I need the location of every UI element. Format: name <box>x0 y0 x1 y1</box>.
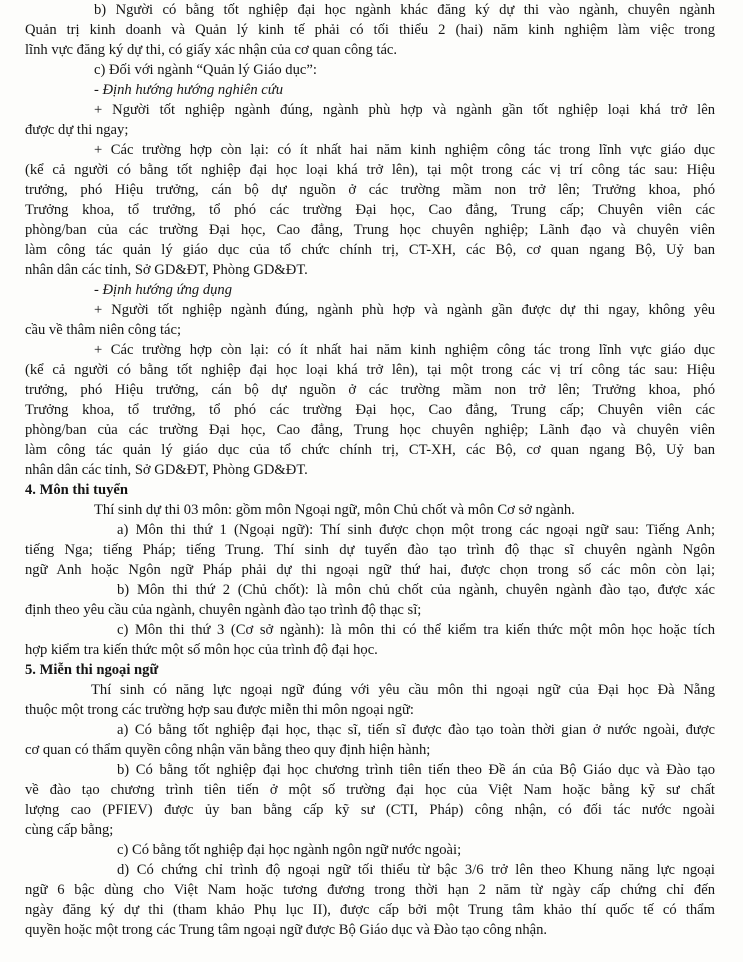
text-line: hợp kiểm tra kiến thức một số môn học của trình độ đại học. <box>25 642 378 658</box>
text-line: - Định hướng ứng dụng <box>94 282 233 298</box>
text-line: ngữ Anh hoặc Ngôn ngữ Pháp phải dự thi ngoại ngữ thứ hai, được chọn trong số các môn còn lại; <box>25 562 715 578</box>
text-line: quyền hoặc một trong các Trung tâm ngoại ngữ được Bộ Giáo dục và Đào tạo công nhận. <box>25 922 548 938</box>
text-line: + Người tốt nghiệp ngành đúng, ngành phù hợp và ngành gần tốt nghiệp loại khá trở lên <box>94 102 715 118</box>
text-line: thuộc một trong các trường hợp sau được miễn thi môn ngoại ngữ: <box>25 702 414 718</box>
text-line: ngày đăng ký dự thi (tham khảo Phụ lục II), được cấp bởi một Trung tâm khảo thí quốc tế có thẩm <box>25 902 715 918</box>
text-line: b) Có bằng tốt nghiệp đại học chương trình tiên tiến theo Đề án của Bộ Giáo dục và Đào tạo <box>117 762 715 778</box>
text-line: nhân dân các tỉnh, Sở GD&ĐT, Phòng GD&ĐT. <box>25 262 308 278</box>
text-line: định theo yêu cầu của ngành, chuyên ngành đào tạo trình độ thạc sĩ; <box>25 602 422 618</box>
text-line: c) Môn thi thứ 3 (Cơ sở ngành): là môn thi có thể kiểm tra kiến thức một môn học hoặc tích <box>117 622 715 638</box>
text-line: c) Đối với ngành “Quản lý Giáo dục”: <box>94 62 317 78</box>
text-line: về đào tạo chương trình tiên tiến ở một số trường đại học của Việt Nam hoặc bằng kỹ sư chất <box>25 782 715 798</box>
text-line: + Các trường hợp còn lại: có ít nhất hai năm kinh nghiệm công tác trong lĩnh vực giáo dục <box>94 342 715 358</box>
text-line: a) Môn thi thứ 1 (Ngoại ngữ): Thí sinh được chọn một trong các ngoại ngữ sau: Tiếng Anh; <box>117 522 715 538</box>
text-line: nhân dân các tỉnh, Sở GD&ĐT, Phòng GD&ĐT. <box>25 462 308 478</box>
section-heading: 5. Miễn thi ngoại ngữ <box>25 662 159 678</box>
text-line: được dự thi ngay; <box>25 122 129 138</box>
text-line: Thí sinh dự thi 03 môn: gồm môn Ngoại ngữ, môn Chủ chốt và môn Cơ sở ngành. <box>94 502 575 518</box>
text-line: trưởng, phó Hiệu trưởng, cán bộ dự nguồn ở các trường mầm non trở lên; Trưởng khoa, phó <box>25 382 715 398</box>
text-line: (kể cả người có bằng tốt nghiệp đại học loại khá trở lên), tại một trong các vị trí công tác sau: Hiệu <box>25 362 715 378</box>
section-heading: 4. Môn thi tuyển <box>25 482 128 498</box>
text-line: - Định hướng hướng nghiên cứu <box>94 82 284 98</box>
text-line: c) Có bằng tốt nghiệp đại học ngành ngôn ngữ nước ngoài; <box>117 842 462 858</box>
text-line: tiếng Nga; tiếng Pháp; tiếng Trung. Thí sinh dự tuyển đào tạo trình độ thạc sĩ chuyên ngành Ngôn <box>25 542 715 558</box>
text-line: cùng cấp bằng; <box>25 822 114 838</box>
text-line: Trưởng khoa, tổ trưởng, tổ phó các trường Đại học, Cao đẳng, Trung cấp; Chuyên viên các <box>25 202 715 218</box>
text-line: + Các trường hợp còn lại: có ít nhất hai năm kinh nghiệm công tác trong lĩnh vực giáo dục <box>94 142 715 158</box>
text-line: phòng/ban của các trường Đại học, Cao đẳng, Trung học chuyên nghiệp; Lãnh đạo và chuyên viên <box>25 422 715 438</box>
text-line: trưởng, phó Hiệu trưởng, cán bộ dự nguồn ở các trường mầm non trở lên; Trưởng khoa, phó <box>25 182 715 198</box>
text-line: b) Môn thi thứ 2 (Chủ chốt): là môn chủ chốt của ngành, chuyên ngành đào tạo, được xác <box>117 582 715 598</box>
text-line: làm công tác quản lý giáo dục của tổ chức chính trị, CT-XH, các Bộ, cơ quan ngang Bộ, Uỷ ban <box>25 242 715 258</box>
text-line: Thí sinh có năng lực ngoại ngữ đúng với yêu cầu môn thi ngoại ngữ của Đại học Đà Nẵng <box>91 682 715 698</box>
text-line: (kể cả người có bằng tốt nghiệp đại học loại khá trở lên), tại một trong các vị trí công tác sau: Hiệu <box>25 162 715 178</box>
text-line: lĩnh vực đăng ký dự thi, có giấy xác nhận của cơ quan công tác. <box>25 42 398 58</box>
text-line: a) Có bằng tốt nghiệp đại học, thạc sĩ, tiến sĩ được đào tạo toàn thời gian ở nước ngoài, được <box>117 722 715 738</box>
text-line: Trưởng khoa, tổ trưởng, tổ phó các trường Đại học, Cao đẳng, Trung cấp; Chuyên viên các <box>25 402 715 418</box>
text-line: làm công tác quản lý giáo dục của tổ chức chính trị, CT-XH, các Bộ, cơ quan ngang Bộ, Uỷ ban <box>25 442 715 458</box>
text-line: ngữ 6 bậc dùng cho Việt Nam hoặc tương đương trong thời hạn 2 năm từ ngày cấp chứng chỉ đến <box>25 882 715 898</box>
text-line: cơ quan có thẩm quyền công nhận văn bằng theo quy định hiện hành; <box>25 742 431 758</box>
text-line: cầu về thâm niên công tác; <box>25 322 182 338</box>
text-line: Quản trị kinh doanh và Quản lý kinh tế phải có tối thiểu 2 (hai) năm kinh nghiệm làm việc trong <box>25 22 715 38</box>
text-line: d) Có chứng chỉ trình độ ngoại ngữ tối thiểu từ bậc 3/6 trở lên theo Khung năng lực ngoại <box>117 862 715 878</box>
text-line: + Người tốt nghiệp ngành đúng, ngành phù hợp và ngành gần được dự thi ngay, không yêu <box>94 302 715 318</box>
text-line: b) Người có bằng tốt nghiệp đại học ngành khác đăng ký dự thi vào ngành, chuyên ngành <box>94 2 715 18</box>
text-line: lượng cao (PFIEV) được ủy ban bằng cấp kỹ sư (CTI, Pháp) công nhận, có đối tác nước ngoài <box>25 802 715 818</box>
text-line: phòng/ban của các trường Đại học, Cao đẳng, Trung học chuyên nghiệp; Lãnh đạo và chuyên viên <box>25 222 715 238</box>
